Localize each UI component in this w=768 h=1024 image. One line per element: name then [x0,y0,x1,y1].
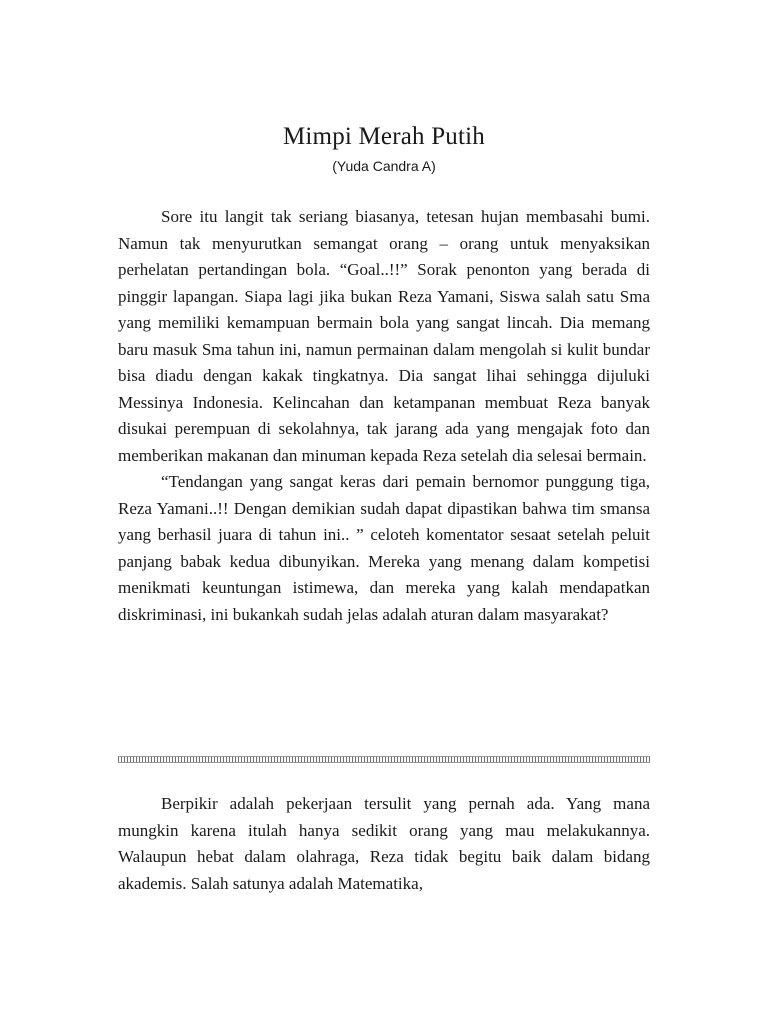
document-title: Mimpi Merah Putih [282,123,485,150]
paragraph: “Tendangan yang sangat keras dari pemain bernomor punggung tiga, Reza Yamani..!! Dengan demikian sudah dapat dipastikan bahwa tim smansa yang berhasil juara di tahun ini.. ” celoteh komentator sesaat setelah peluit panjang babak kedua dibunyikan. Mereka yang menang dalam kompetisi menikmati keuntungan istimewa, dan mereka yang kalah mendapatkan diskriminasi, ini bukankah sudah jelas adalah aturan dalam masyarakat? [118,472,650,624]
section-2 [118,791,650,897]
document-author: (Yuda Candra A) [332,158,436,174]
section-1 [118,204,650,628]
paragraph: Berpikir adalah pekerjaan tersulit yang pernah ada. Yang mana mungkin karena itulah hanya sedikit orang yang mau melakukannya. Walaupun hebat dalam olahraga, Reza tidak begitu baik dalam bidang akademis. Salah satunya adalah Matematika, [118,794,650,893]
paragraph: Sore itu langit tak seriang biasanya, tetesan hujan membasahi bumi. Namun tak menyurutkan semangat orang – orang untuk menyaksikan perhelatan pertandingan bola. “Goal..!!” Sorak penonton yang berada di pinggir lapangan. Siapa lagi jika bukan Reza Yamani, Siswa salah satu Sma yang memiliki kemampuan bermain bola yang sangat lincah. Dia memang baru masuk Sma tahun ini, namun permainan dalam mengolah si kulit bundar bisa diadu dengan kakak tingkatnya. Dia sangat lihai sehingga dijuluki Messinya Indonesia. Kelincahan dan ketampanan membuat Reza banyak disukai perempuan di sekolahnya, tak jarang ada yang mengajak foto dan memberikan makanan dan minuman kepada Reza setelah dia selesai bermain. [118,207,650,465]
section-divider [118,756,650,763]
